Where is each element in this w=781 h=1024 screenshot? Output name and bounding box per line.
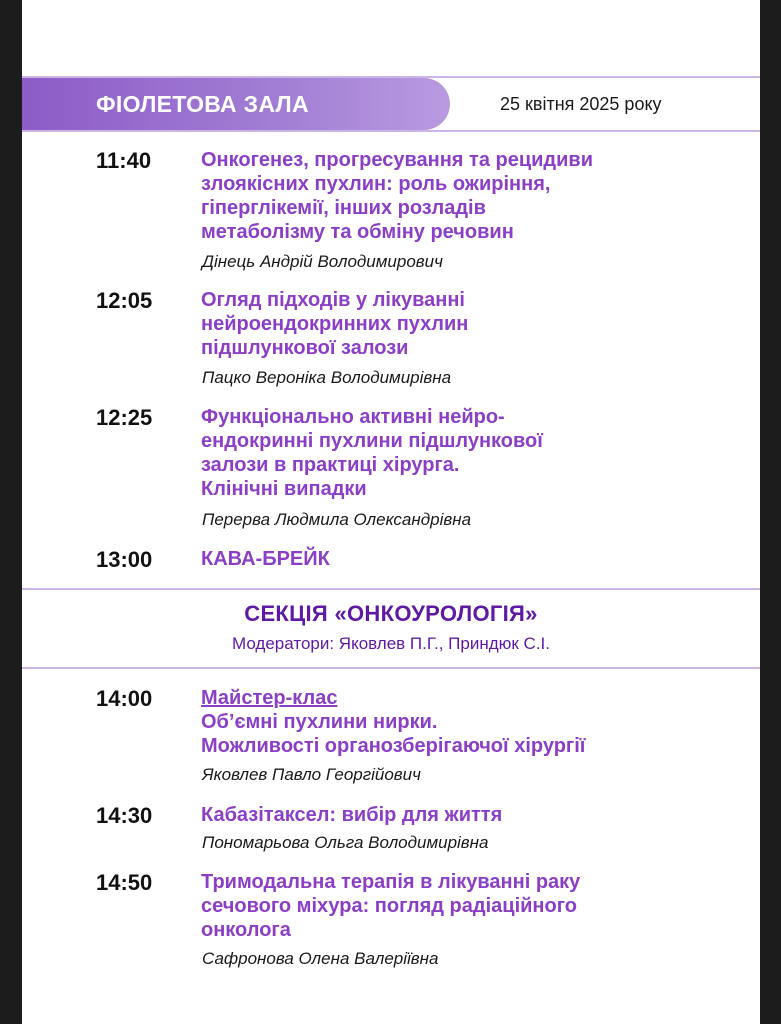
item-time: 12:05 (96, 288, 153, 313)
item-speaker: Сафронова Олена Валеріївна (202, 949, 439, 968)
item-time: 14:50 (96, 870, 153, 895)
item-time: 12:25 (96, 405, 153, 430)
item-time: 11:40 (96, 148, 152, 173)
section-top-line (22, 588, 760, 590)
item-speaker: Яковлев Павло Георгійович (202, 765, 421, 784)
hall-bottom-line (22, 130, 760, 132)
item-time: 14:30 (96, 803, 153, 828)
item-speaker: Перерва Людмила Олександрівна (202, 510, 472, 529)
program-page (22, 0, 760, 1024)
hall-header (22, 76, 760, 132)
item-title: Огляд підходів у лікуванні нейроендокринних пухлин підшлункової залози (201, 289, 469, 359)
item-speaker: Пацко Вероніка Володимирівна (202, 368, 452, 387)
section-title: СЕКЦІЯ «ОНКОУРОЛОГІЯ» (244, 601, 538, 626)
hall-date: 25 квітня 2025 року (500, 94, 662, 114)
section-bottom-line (22, 667, 760, 669)
item-title: Функціонально активні нейро- ендокринні пухлини підшлункової залози в практиці хірурга. Клінічні випадки (201, 406, 543, 500)
item-time: 14:00 (96, 686, 153, 711)
item-speaker: Пономарьова Ольга Володимирівна (202, 833, 489, 852)
hall-title: ФІОЛЕТОВА ЗАЛА (96, 91, 309, 117)
item-time: 13:00 (96, 547, 153, 572)
master-class-link[interactable]: Майстер-клас (201, 687, 338, 709)
section-moderators: Модератори: Яковлев П.Г., Приндюк С.І. (232, 634, 550, 653)
item-speaker: Дінець Андрій Володимирович (202, 252, 443, 271)
item-title: КАВА-БРЕЙК (201, 548, 330, 570)
item-title: Кабазітаксел: вибір для життя (201, 804, 503, 826)
item-title: Тримодальна терапія в лікуванні раку сечового міхура: погляд радіаційного онколога (201, 871, 581, 941)
item-title: Онкогенез, прогресування та рецидиви злоякісних пухлин: роль ожиріння, гіперглікемії, інших розладів метаболізму та обміну речовин (201, 149, 594, 243)
item-title: Майстер-клас Об’ємні пухлини нирки. Можливості органозберігаючої хірургії (201, 686, 741, 758)
